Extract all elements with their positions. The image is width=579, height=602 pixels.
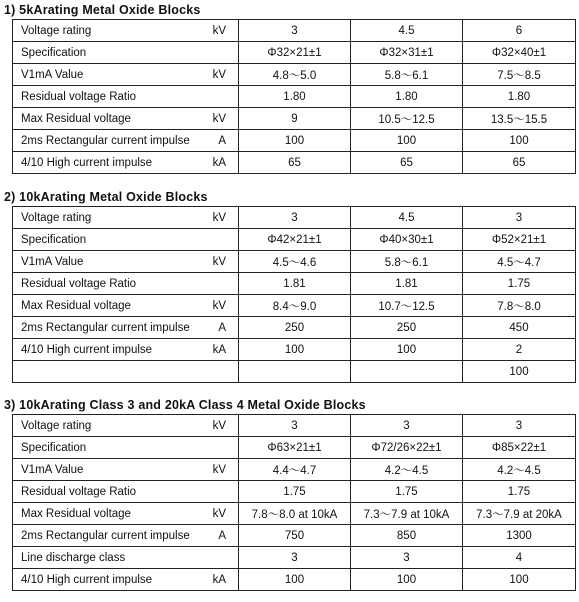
section-title: 1) 5kArating Metal Oxide Blocks <box>4 3 201 17</box>
table-row <box>13 64 576 86</box>
row-label-cell <box>13 20 239 42</box>
row-unit: kV <box>212 255 226 268</box>
row-unit: kV <box>212 211 226 224</box>
row-label: 2ms Rectangular current impulse <box>21 321 190 334</box>
value-cell: 10.7～12.5 <box>351 295 463 317</box>
row-unit: kA <box>212 156 226 169</box>
value-cell: 100 <box>351 569 463 591</box>
row-label-cell <box>13 86 239 108</box>
section-title: 3) 10kArating Class 3 and 20kA Class 4 Metal Oxide Blocks <box>4 398 366 412</box>
value-cell: 1.75 <box>463 273 576 295</box>
row-label-cell <box>13 525 239 547</box>
value-cell: 3 <box>239 415 351 437</box>
value-cell: 3 <box>239 547 351 569</box>
value-cell: Φ72/26×22±1 <box>351 437 463 459</box>
value-cell: 7.3～7.9 at 10kA <box>351 503 463 525</box>
table-row <box>13 415 576 437</box>
row-label: 4/10 High current impulse <box>21 343 153 356</box>
row-label-cell <box>13 108 239 130</box>
value-cell: 13.5～15.5 <box>463 108 576 130</box>
value-cell: 5.8～6.1 <box>351 64 463 86</box>
row-label: 2ms Rectangular current impulse <box>21 529 190 542</box>
row-label-cell <box>13 361 239 383</box>
row-label-cell <box>13 295 239 317</box>
value-cell: 7.5～8.5 <box>463 64 576 86</box>
table-row <box>13 152 576 174</box>
row-unit: kV <box>212 68 226 81</box>
value-cell: Φ32×40±1 <box>463 42 576 64</box>
row-label: Voltage rating <box>21 211 92 224</box>
value-cell: 100 <box>239 569 351 591</box>
row-label-cell <box>13 547 239 569</box>
spec-table <box>12 414 576 591</box>
value-cell: 3 <box>463 207 576 229</box>
value-cell: 4.5 <box>351 20 463 42</box>
value-cell: 6 <box>463 20 576 42</box>
row-label: Voltage rating <box>21 24 92 37</box>
value-cell: 100 <box>351 130 463 152</box>
value-cell: 4.2～4.5 <box>463 459 576 481</box>
row-label-cell <box>13 339 239 361</box>
value-cell: 3 <box>239 20 351 42</box>
value-cell: 100 <box>351 339 463 361</box>
row-label: V1mA Value <box>21 255 84 268</box>
row-unit: A <box>218 529 226 542</box>
table-row <box>13 86 576 108</box>
value-cell: Φ52×21±1 <box>463 229 576 251</box>
row-unit: kV <box>212 24 226 37</box>
table-row <box>13 42 576 64</box>
value-cell: 65 <box>239 152 351 174</box>
value-cell: 1.75 <box>239 481 351 503</box>
row-unit: A <box>218 134 226 147</box>
row-label: Voltage rating <box>21 419 92 432</box>
row-label: Specification <box>21 46 87 59</box>
value-cell: 3 <box>463 415 576 437</box>
row-unit: kV <box>212 419 226 432</box>
table-row <box>13 525 576 547</box>
value-cell: 100 <box>463 361 576 383</box>
row-label-cell <box>13 207 239 229</box>
value-cell: 7.8～8.0 at 10kA <box>239 503 351 525</box>
row-unit: kV <box>212 112 226 125</box>
row-label-cell <box>13 459 239 481</box>
row-unit: A <box>218 321 226 334</box>
row-unit: kA <box>212 573 226 586</box>
row-label-cell <box>13 64 239 86</box>
value-cell: 10.5～12.5 <box>351 108 463 130</box>
row-label-cell <box>13 229 239 251</box>
table-row <box>13 569 576 591</box>
table-row <box>13 547 576 569</box>
value-cell: 4.5～4.7 <box>463 251 576 273</box>
row-label-cell <box>13 152 239 174</box>
value-cell: 4.2～4.5 <box>351 459 463 481</box>
value-cell: Φ32×21±1 <box>239 42 351 64</box>
table-row <box>13 20 576 42</box>
value-cell: 100 <box>239 339 351 361</box>
value-cell: 250 <box>239 317 351 339</box>
value-cell: 100 <box>463 569 576 591</box>
row-label: 2ms Rectangular current impulse <box>21 134 190 147</box>
value-cell: 1.80 <box>239 86 351 108</box>
row-unit: kV <box>212 463 226 476</box>
section-10ka <box>0 188 579 383</box>
value-cell: 65 <box>463 152 576 174</box>
row-label-cell <box>13 42 239 64</box>
table-row <box>13 481 576 503</box>
row-label: Specification <box>21 233 87 246</box>
row-label-cell <box>13 273 239 295</box>
value-cell <box>239 361 351 383</box>
value-cell: Φ40×30±1 <box>351 229 463 251</box>
row-label: Max Residual voltage <box>21 112 131 125</box>
value-cell: 1.81 <box>351 273 463 295</box>
row-unit: kA <box>212 343 226 356</box>
row-label: Line discharge class <box>21 551 126 564</box>
row-label: Residual voltage Ratio <box>21 90 137 103</box>
table-row <box>13 361 576 383</box>
table-row <box>13 339 576 361</box>
row-label: V1mA Value <box>21 68 84 81</box>
row-label: 4/10 High current impulse <box>21 156 153 169</box>
table-row <box>13 251 576 273</box>
row-label: Specification <box>21 441 87 454</box>
row-label-cell <box>13 569 239 591</box>
value-cell: 1.75 <box>463 481 576 503</box>
table-row <box>13 207 576 229</box>
value-cell: 3 <box>351 415 463 437</box>
value-cell: Φ32×31±1 <box>351 42 463 64</box>
value-cell: 1.80 <box>463 86 576 108</box>
value-cell: 1300 <box>463 525 576 547</box>
value-cell: 4.5～4.6 <box>239 251 351 273</box>
spec-table <box>12 19 576 174</box>
table-row <box>13 295 576 317</box>
table-row <box>13 273 576 295</box>
value-cell: 1.80 <box>351 86 463 108</box>
table-row <box>13 130 576 152</box>
value-cell: 1.81 <box>239 273 351 295</box>
row-label-cell <box>13 481 239 503</box>
row-label: Residual voltage Ratio <box>21 277 137 290</box>
section-5ka <box>0 1 579 174</box>
value-cell: Φ63×21±1 <box>239 437 351 459</box>
value-cell: 5.8～6.1 <box>351 251 463 273</box>
table-row <box>13 108 576 130</box>
value-cell: 250 <box>351 317 463 339</box>
value-cell: 4.8～5.0 <box>239 64 351 86</box>
value-cell: 8.4～9.0 <box>239 295 351 317</box>
value-cell: 4.4～4.7 <box>239 459 351 481</box>
value-cell: 9 <box>239 108 351 130</box>
value-cell: 3 <box>239 207 351 229</box>
row-label-cell <box>13 130 239 152</box>
row-label-cell <box>13 317 239 339</box>
value-cell: Φ85×22±1 <box>463 437 576 459</box>
row-label: Residual voltage Ratio <box>21 485 137 498</box>
value-cell: 3 <box>351 547 463 569</box>
section-10ka-class3-20ka-class4 <box>0 396 579 591</box>
row-label-cell <box>13 415 239 437</box>
row-label: V1mA Value <box>21 463 84 476</box>
row-unit: kV <box>212 507 226 520</box>
value-cell: 65 <box>351 152 463 174</box>
row-unit: kV <box>212 299 226 312</box>
value-cell: 100 <box>463 130 576 152</box>
value-cell: 2 <box>463 339 576 361</box>
row-label: Max Residual voltage <box>21 299 131 312</box>
value-cell: 1.75 <box>351 481 463 503</box>
value-cell <box>351 361 463 383</box>
row-label: Max Residual voltage <box>21 507 131 520</box>
row-label: 4/10 High current impulse <box>21 573 153 586</box>
value-cell: 7.8～8.0 <box>463 295 576 317</box>
value-cell: 450 <box>463 317 576 339</box>
value-cell: 750 <box>239 525 351 547</box>
spec-table <box>12 206 576 383</box>
section-title: 2) 10kArating Metal Oxide Blocks <box>4 190 208 204</box>
table-row <box>13 437 576 459</box>
row-label-cell <box>13 503 239 525</box>
value-cell: Φ42×21±1 <box>239 229 351 251</box>
value-cell: 850 <box>351 525 463 547</box>
value-cell: 4.5 <box>351 207 463 229</box>
row-label-cell <box>13 251 239 273</box>
value-cell: 4 <box>463 547 576 569</box>
table-row <box>13 459 576 481</box>
table-row <box>13 317 576 339</box>
row-label-cell <box>13 437 239 459</box>
table-row <box>13 229 576 251</box>
table-row <box>13 503 576 525</box>
value-cell: 100 <box>239 130 351 152</box>
value-cell: 7.3～7.9 at 20kA <box>463 503 576 525</box>
